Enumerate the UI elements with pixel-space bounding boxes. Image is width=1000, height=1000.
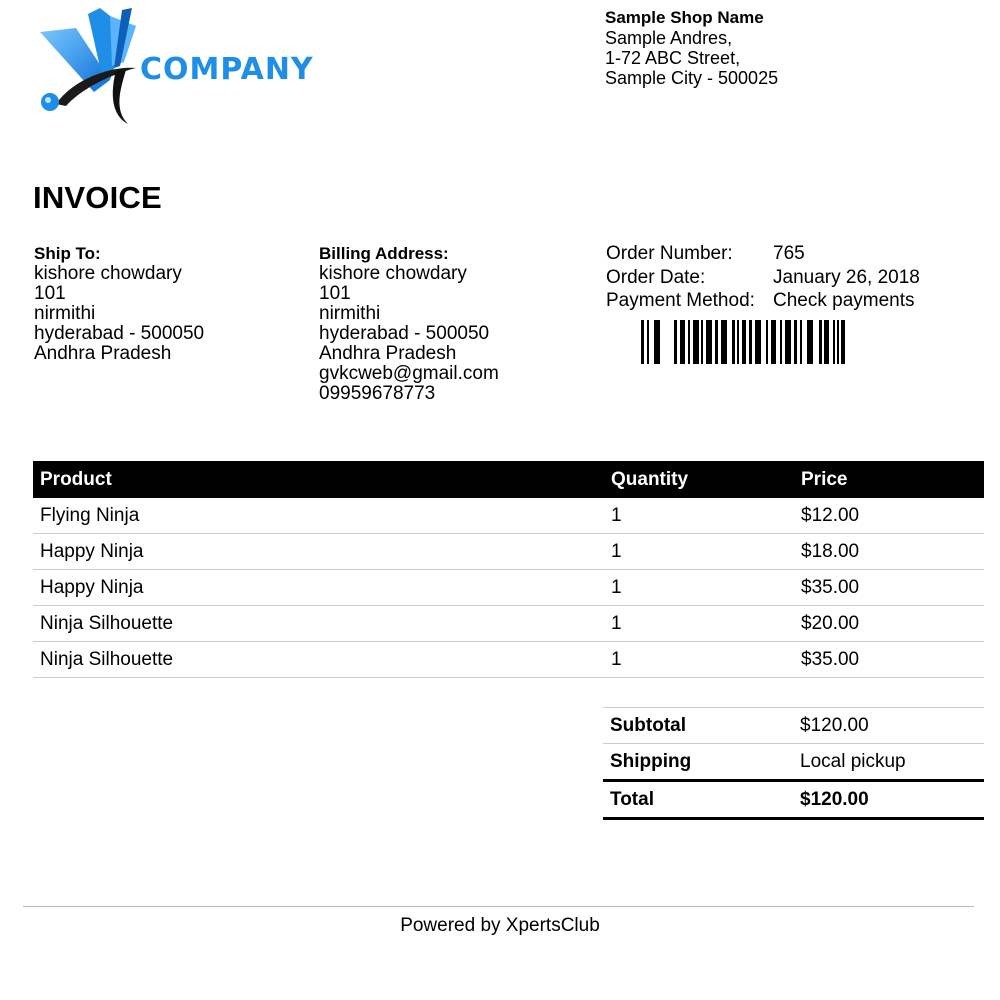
product-quantity: 1 [604,642,794,678]
payment-method-label: Payment Method: [606,290,755,311]
billing-line: hyderabad - 500050 [319,323,490,344]
ship-to-title: Ship To: [34,244,101,263]
product-name: Ninja Silhouette [33,642,604,678]
footer-text: Powered by XpertsClub [400,915,600,936]
ship-to-line: kishore chowdary [34,263,182,284]
footer-divider [23,906,974,907]
table-row [33,606,984,642]
shop-address-line: Sample Andres, [605,28,733,48]
product-name: Flying Ninja [33,498,604,534]
product-quantity: 1 [604,534,794,570]
shop-name: Sample Shop Name [605,8,764,27]
payment-method-row [606,289,920,313]
shipping-value: Local pickup [793,744,984,781]
product-price: $12.00 [794,498,984,534]
invoice-title: INVOICE [33,180,162,215]
order-number-label: Order Number: [606,243,733,264]
ship-to-line: hyderabad - 500050 [34,323,205,344]
shipping-label: Shipping [603,744,793,781]
column-header-quantity: Quantity [604,461,794,498]
billing-phone: 09959678773 [319,383,436,404]
order-info [606,242,920,313]
total-row [603,781,984,819]
billing-line: 101 [319,283,351,304]
billing-line: nirmithi [319,303,381,324]
product-price: $18.00 [794,534,984,570]
payment-method-value: Check payments [773,290,915,311]
column-header-product: Product [33,461,604,498]
billing-address-block [319,244,499,404]
table-row [33,570,984,606]
subtotal-row [603,708,984,744]
subtotal-value: $120.00 [793,708,984,744]
table-row [33,498,984,534]
billing-line: Andhra Pradesh [319,343,457,364]
order-date-value: January 26, 2018 [773,266,920,288]
product-name: Happy Ninja [33,570,604,606]
billing-email: gvkcweb@gmail.com [319,363,499,384]
order-number-value: 765 [773,243,805,264]
logo-wordmark: COMPANY [140,52,314,87]
totals-table [603,707,984,820]
product-price: $35.00 [794,642,984,678]
product-quantity: 1 [604,570,794,606]
column-header-price: Price [794,461,984,498]
order-date-row [606,266,920,290]
total-label: Total [603,781,793,819]
ship-to-line: Andhra Pradesh [34,343,172,364]
order-date-label: Order Date: [606,266,706,288]
shipping-row [603,744,984,781]
billing-line: kishore chowdary [319,263,467,284]
products-table [33,461,984,678]
product-quantity: 1 [604,606,794,642]
company-logo [36,6,316,130]
subtotal-label: Subtotal [603,708,793,744]
shop-address-line: Sample City - 500025 [605,68,779,88]
table-row [33,534,984,570]
product-name: Happy Ninja [33,534,604,570]
order-number-row [606,242,920,266]
ship-to-line: 101 [34,283,66,304]
product-price: $35.00 [794,570,984,606]
ship-to-block [34,244,204,364]
ship-to-line: nirmithi [34,303,96,324]
shop-address-block [605,8,778,88]
billing-title: Billing Address: [319,244,449,263]
products-header-row [33,461,984,498]
table-row [33,642,984,678]
product-quantity: 1 [604,498,794,534]
product-name: Ninja Silhouette [33,606,604,642]
barcode [641,320,846,364]
total-value: $120.00 [793,781,984,819]
product-price: $20.00 [794,606,984,642]
shop-address-line: 1-72 ABC Street, [605,48,741,68]
